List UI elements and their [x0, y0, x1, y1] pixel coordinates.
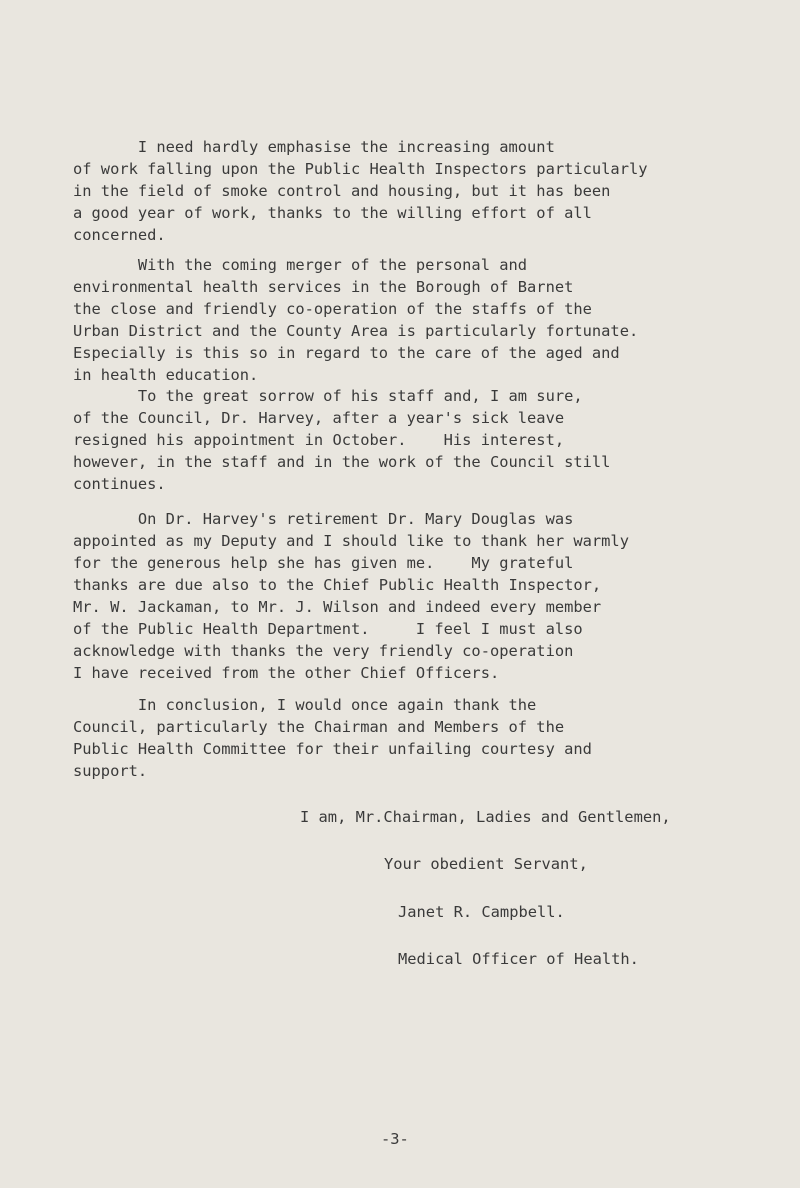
- officer-title: Medical Officer of Health.: [398, 950, 639, 968]
- line: concerned.: [73, 226, 166, 244]
- line: To the great sorrow of his staff and, I am sure,: [73, 387, 583, 405]
- line: however, in the staff and in the work of the Council still: [73, 453, 611, 471]
- line: a good year of work, thanks to the willing effort of all: [73, 204, 592, 222]
- line: environmental health services in the Borough of Barnet: [73, 278, 574, 296]
- line: With the coming merger of the personal and: [73, 256, 528, 274]
- line: of the Public Health Department. I feel I must also: [73, 620, 583, 638]
- line: for the generous help she has given me. My grateful: [73, 554, 574, 572]
- line: I have received from the other Chief Officers.: [73, 664, 500, 682]
- line: I need hardly emphasise the increasing amount: [73, 138, 555, 156]
- line: acknowledge with thanks the very friendly co-operation: [73, 642, 574, 660]
- line: Council, particularly the Chairman and Members of the: [73, 718, 565, 736]
- line: Public Health Committee for their unfailing courtesy and: [73, 740, 592, 758]
- line: Mr. W. Jackaman, to Mr. J. Wilson and indeed every member: [73, 598, 602, 616]
- line: support.: [73, 762, 148, 780]
- signature: Janet R. Campbell.: [398, 903, 565, 921]
- paragraph-conclusion: [73, 694, 733, 782]
- line: continues.: [73, 475, 166, 493]
- line: Especially is this so in regard to the care of the aged and: [73, 344, 620, 362]
- paragraph-merger: [73, 254, 733, 386]
- line: of the Council, Dr. Harvey, after a year's sick leave: [73, 409, 565, 427]
- line: In conclusion, I would once again thank the: [73, 696, 537, 714]
- line: in the field of smoke control and housing, but it has been: [73, 182, 611, 200]
- line: Urban District and the County Area is particularly fortunate.: [73, 322, 639, 340]
- line: appointed as my Deputy and I should like to thank her warmly: [73, 532, 629, 550]
- paragraph-workload: [73, 136, 733, 246]
- line: On Dr. Harvey's retirement Dr. Mary Douglas was: [73, 510, 574, 528]
- paragraph-harvey: [73, 385, 733, 495]
- salutation: I am, Mr.Chairman, Ladies and Gentlemen,: [300, 808, 671, 826]
- line: in health education.: [73, 366, 259, 384]
- paragraph-thanks: [73, 508, 733, 684]
- page-number: -3-: [381, 1130, 409, 1148]
- line: of work falling upon the Public Health Inspectors particularly: [73, 160, 648, 178]
- line: thanks are due also to the Chief Public Health Inspector,: [73, 576, 602, 594]
- line: the close and friendly co-operation of the staffs of the: [73, 300, 592, 318]
- line: resigned his appointment in October. His interest,: [73, 431, 565, 449]
- closing-line: Your obedient Servant,: [384, 855, 588, 873]
